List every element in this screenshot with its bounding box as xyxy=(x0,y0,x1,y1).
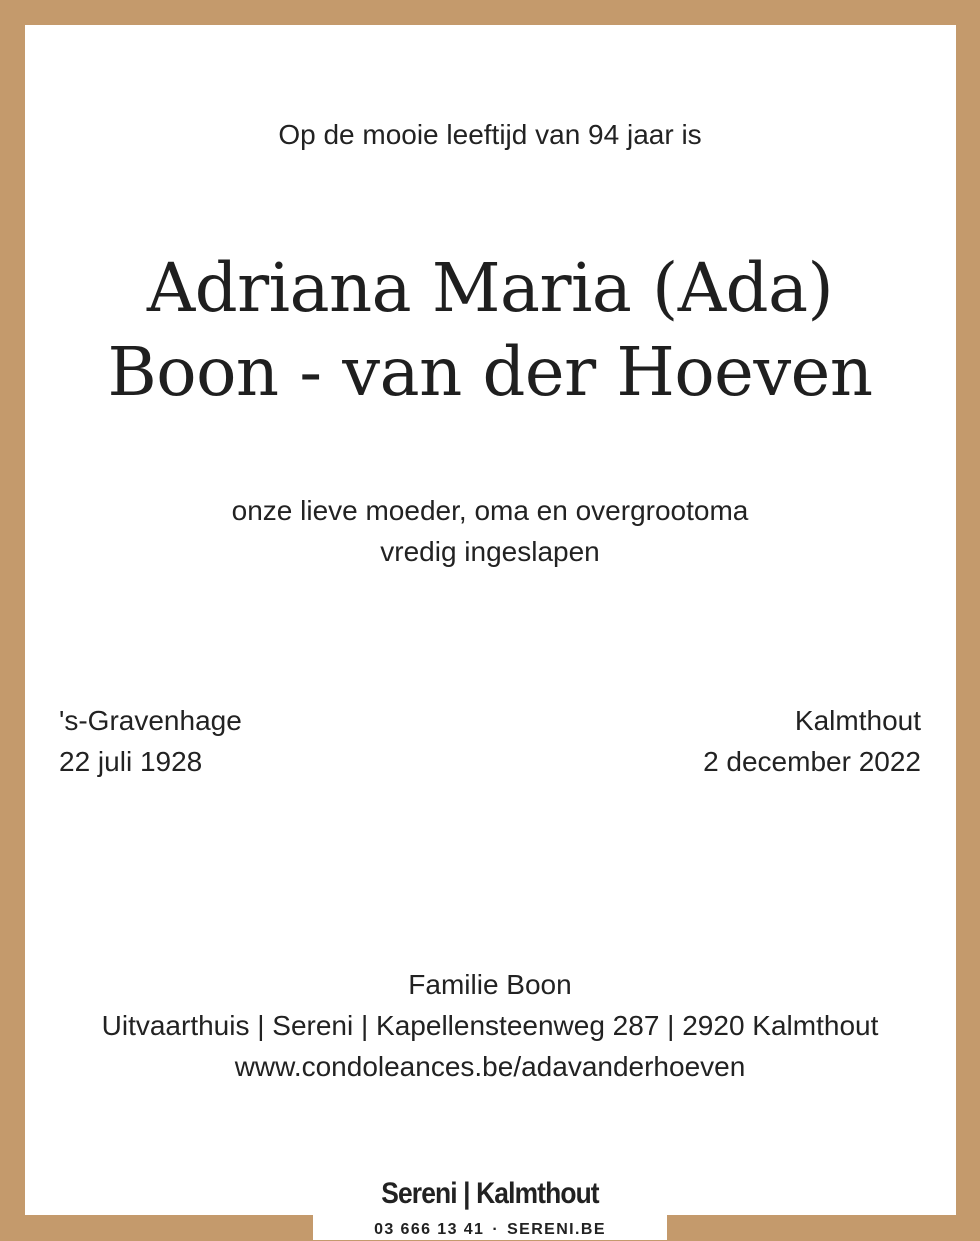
deceased-name xyxy=(0,246,980,414)
family-info xyxy=(0,964,980,1087)
birth-info xyxy=(59,700,242,782)
birth-date: 22 juli 1928 xyxy=(59,746,203,777)
footer-contact xyxy=(313,1219,667,1241)
subtitle xyxy=(0,490,980,572)
death-date: 2 december 2022 xyxy=(703,746,921,777)
death-info xyxy=(703,700,921,782)
intro-text: Op de mooie leeftijd van 94 jaar is xyxy=(278,119,702,150)
funeral-home: Uitvaarthuis | Sereni | Kapellensteenweg 287 | 2920 Kalmthout xyxy=(101,1010,879,1041)
sereni-logo: Sereni | Kalmthout xyxy=(381,1177,599,1210)
footer-phone: 03 666 13 41 xyxy=(374,1221,485,1238)
death-place: Kalmthout xyxy=(794,705,921,736)
footer-site[interactable]: SERENI.BE xyxy=(507,1221,606,1238)
subtitle-line-2: vredig ingeslapen xyxy=(380,536,600,567)
condolence-link[interactable]: www.condoleances.be/adavanderhoeven xyxy=(234,1051,746,1082)
birth-place: 's-Gravenhage xyxy=(59,705,242,736)
name-line-1: Adriana Maria (Ada) xyxy=(146,249,834,327)
footer-separator: · xyxy=(492,1221,500,1238)
family-name: Familie Boon xyxy=(408,969,572,1000)
subtitle-line-1: onze lieve moeder, oma en overgrootoma xyxy=(231,495,749,526)
name-line-2: Boon - van der Hoeven xyxy=(107,333,873,411)
